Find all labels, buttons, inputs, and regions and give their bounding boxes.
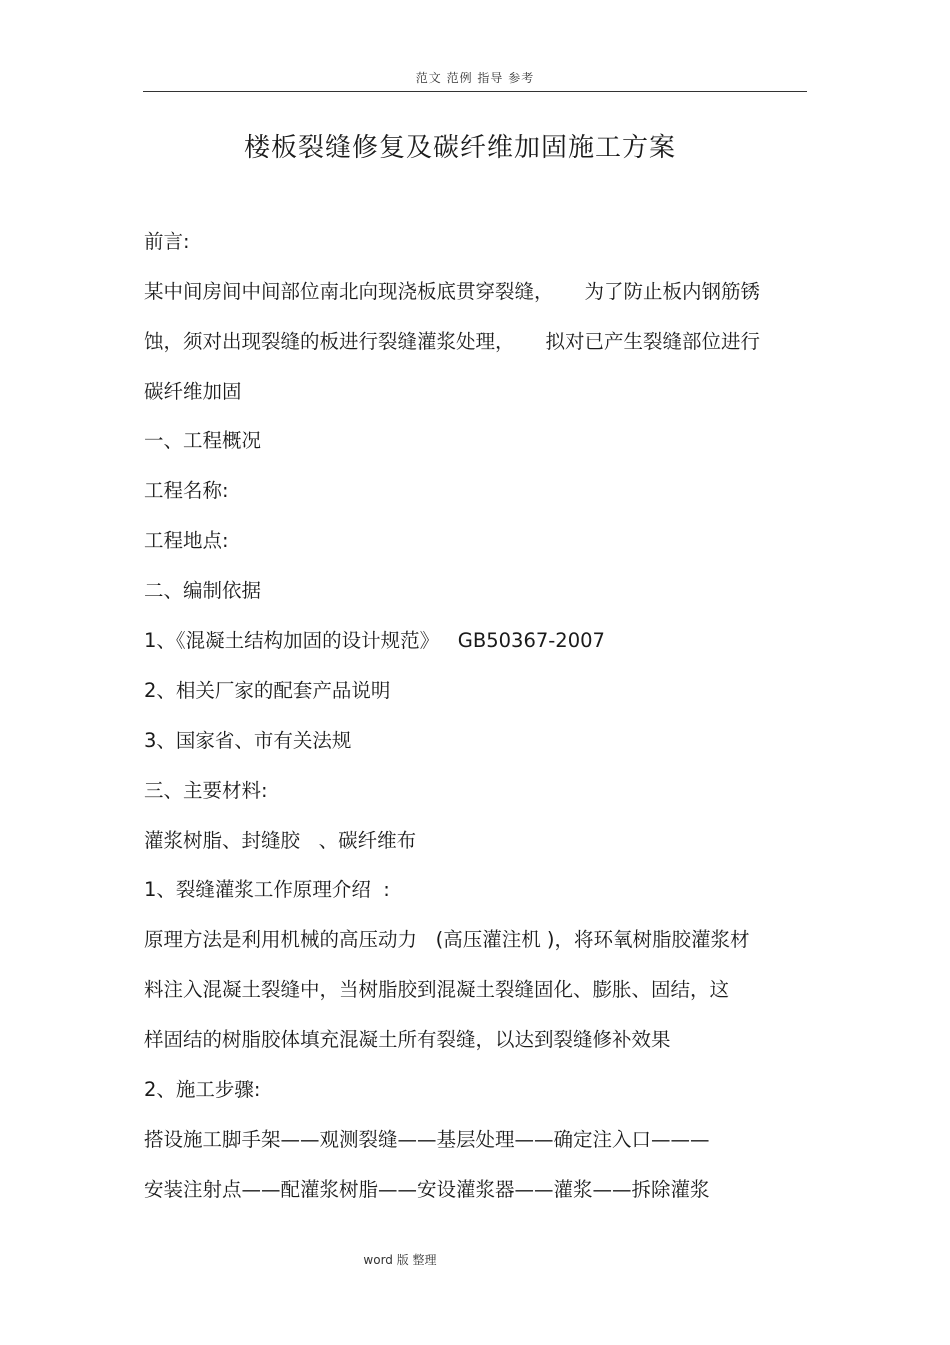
text-line: 某中间房间中间部位南北向现浇板底贯穿裂缝， 为了防止板内钢筋锈: [144, 280, 760, 303]
header-divider: [143, 91, 807, 92]
text-line: 前言:: [144, 230, 190, 253]
text-line: 3、国家省、市有关法规: [144, 729, 352, 752]
text-line: 2、相关厂家的配套产品说明: [144, 679, 391, 702]
text-line: 一、工程概况: [144, 429, 262, 452]
text-line: 蚀，须对出现裂缝的板进行裂缝灌浆处理， 拟对已产生裂缝部位进行: [144, 330, 760, 353]
text-line: 工程名称:: [144, 479, 229, 502]
text-line: 1、《混凝土结构加固的设计规范》 GB50367-2007: [144, 629, 605, 652]
text-line: 1、裂缝灌浆工作原理介绍 :: [144, 878, 390, 901]
header-text: 范文 范例 指导 参考: [415, 71, 535, 85]
text-line: 搭设施工脚手架——观测裂缝——基层处理——确定注入口———: [144, 1128, 710, 1151]
text-line: 安装注射点——配灌浆树脂——安设灌浆器——灌浆——拆除灌浆: [144, 1178, 710, 1201]
text-line: 2、施工步骤:: [144, 1078, 261, 1101]
text-line: 二、编制依据: [144, 579, 262, 602]
page-footer: word 版 整理: [363, 1253, 437, 1267]
text-line: 料注入混凝土裂缝中，当树脂胶到混凝土裂缝固化、膨胀、固结，这: [144, 978, 730, 1001]
text-line: 样固结的树脂胶体填充混凝土所有裂缝，以达到裂缝修补效果: [144, 1028, 671, 1051]
text-line: 原理方法是利用机械的高压动力 (高压灌注机 )，将环氧树脂胶灌浆材: [144, 928, 750, 951]
text-line: 三、主要材料:: [144, 779, 268, 802]
text-line: 工程地点:: [144, 529, 229, 552]
document-title: 楼板裂缝修复及碳纤维加固施工方案: [243, 133, 676, 163]
text-line: 碳纤维加固: [144, 380, 242, 403]
text-line: 灌浆树脂、封缝胶 、碳纤维布: [144, 829, 417, 852]
